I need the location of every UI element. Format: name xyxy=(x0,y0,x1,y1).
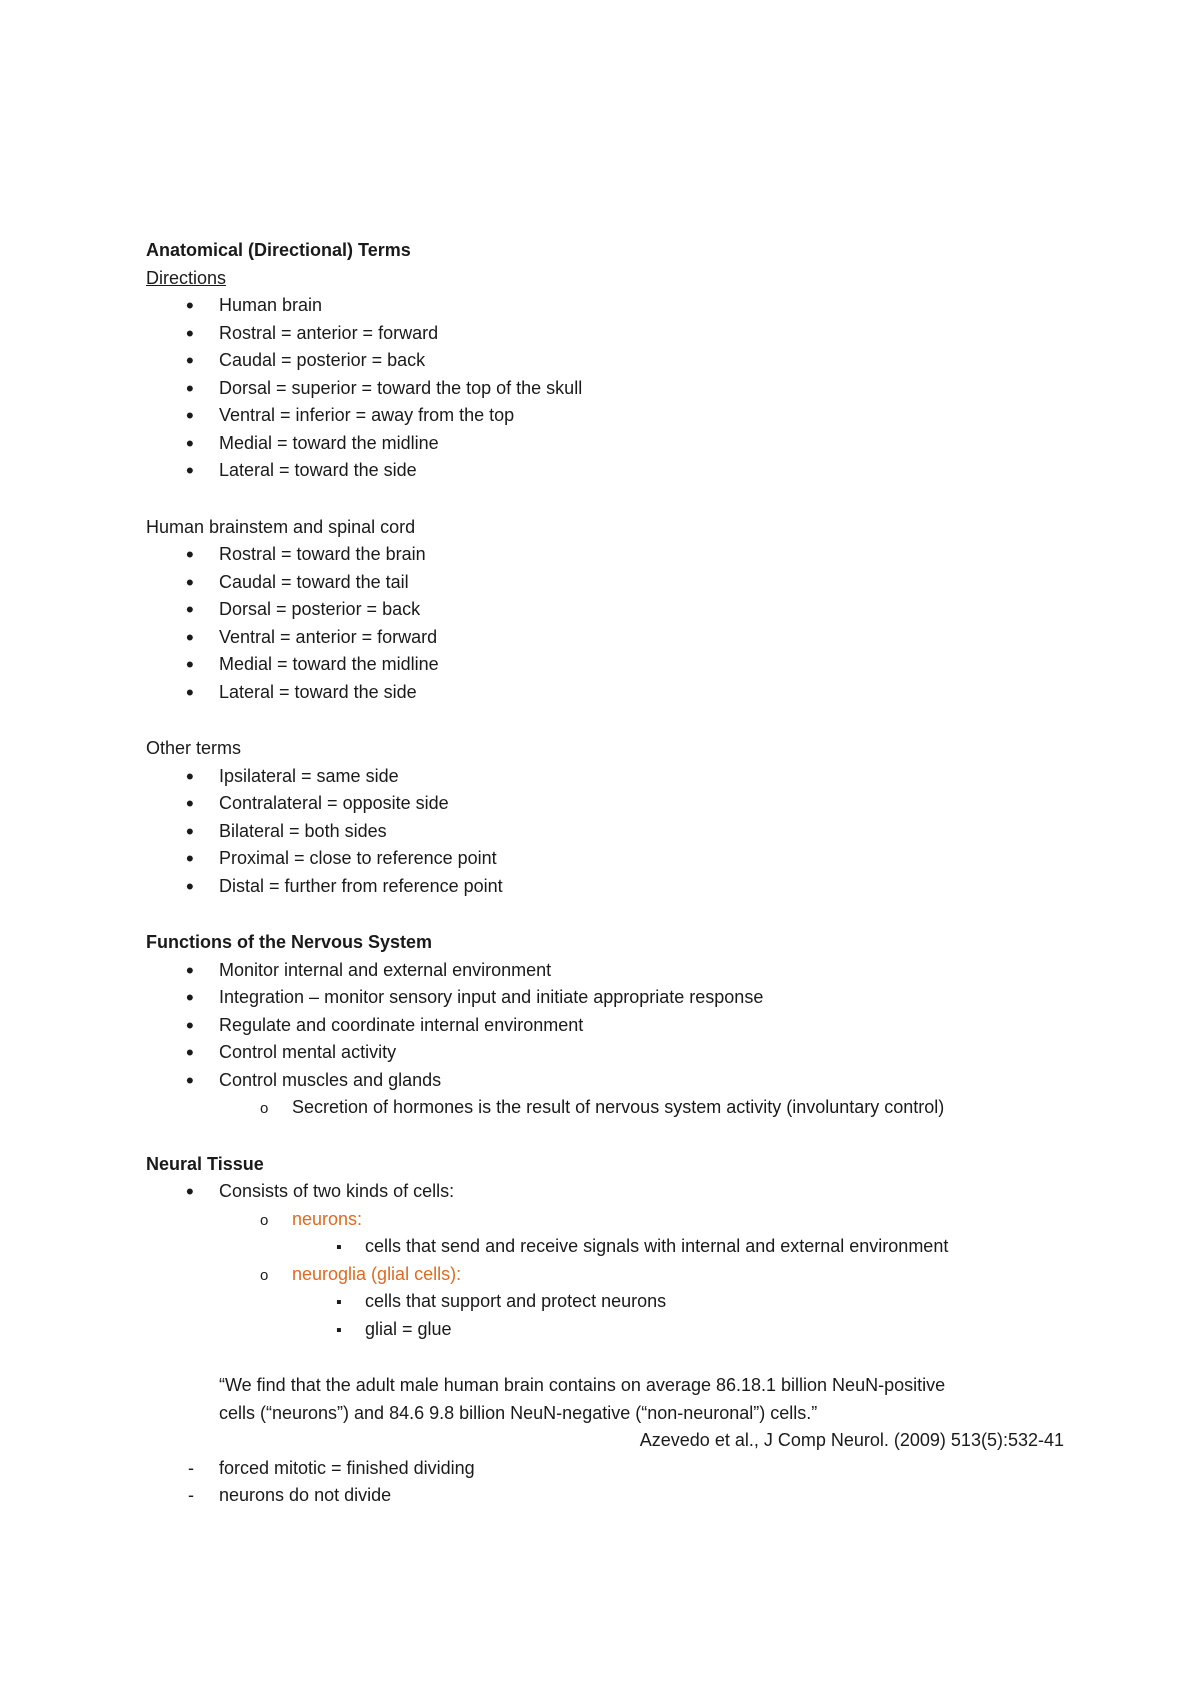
sub-sub-list-item xyxy=(146,1316,1076,1344)
list-item xyxy=(146,347,1076,375)
neuroglia-label: neuroglia (glial cells): xyxy=(292,1263,462,1284)
circle-bullet-icon xyxy=(260,1094,280,1123)
bullet-icon xyxy=(186,679,206,709)
list-item xyxy=(146,957,1076,985)
bullet-icon xyxy=(186,1178,206,1208)
other-terms-label: Other terms xyxy=(146,738,242,758)
list-item-text: Rostral = toward the brain xyxy=(219,544,426,564)
heading-neural-tissue: Neural Tissue xyxy=(146,1153,264,1174)
list-item xyxy=(146,984,1076,1012)
bullet-icon xyxy=(186,569,206,599)
bullet-icon xyxy=(186,1012,206,1042)
sub-list-item xyxy=(146,1206,1076,1234)
list-item-text: neurons do not divide xyxy=(219,1485,392,1505)
bullet-icon xyxy=(186,541,206,571)
list-item xyxy=(146,679,1076,707)
sub-sub-list-item xyxy=(146,1288,1076,1316)
list-item-text: cells that send and receive signals with internal and external environment xyxy=(365,1236,949,1256)
list-item xyxy=(146,873,1076,901)
list-item-text: Caudal = toward the tail xyxy=(219,571,409,592)
document-body xyxy=(146,237,1076,1510)
spacer xyxy=(146,1343,1076,1372)
sub-list-item xyxy=(146,1261,1076,1289)
brainstem-label: Human brainstem and spinal cord xyxy=(146,516,416,537)
list-item xyxy=(146,1039,1076,1067)
list-item-text: Lateral = toward the side xyxy=(219,460,417,480)
dash-bullet-icon xyxy=(188,1455,208,1483)
list-item xyxy=(146,430,1076,458)
list-item-text: Human brain xyxy=(219,295,323,315)
list-item xyxy=(146,818,1076,846)
list-item-text: cells that support and protect neurons xyxy=(365,1291,667,1311)
square-bullet-icon xyxy=(336,1316,356,1345)
list-item-text: Medial = toward the midline xyxy=(219,654,439,674)
list-item-text: Ipsilateral = same side xyxy=(219,765,399,786)
bullet-icon xyxy=(186,957,206,987)
list-item-text: Control muscles and glands xyxy=(219,1069,442,1090)
list-item-text: Rostral = anterior = forward xyxy=(219,322,439,343)
bullet-icon xyxy=(186,984,206,1014)
list-item-text: forced mitotic = finished dividing xyxy=(219,1457,475,1478)
bullet-icon xyxy=(186,1039,206,1069)
bullet-icon xyxy=(186,845,206,875)
list-item xyxy=(146,790,1076,818)
list-item-text: Regulate and coordinate internal environment xyxy=(219,1014,584,1035)
sub-sub-list-item xyxy=(146,1233,1076,1261)
bullet-icon xyxy=(186,430,206,460)
bullet-icon xyxy=(186,347,206,377)
list-item xyxy=(146,596,1076,624)
list-item-text: Contralateral = opposite side xyxy=(219,793,449,813)
list-item xyxy=(146,1012,1076,1040)
spacer xyxy=(146,900,1076,929)
bullet-icon xyxy=(186,1067,206,1097)
list-item-text: Caudal = posterior = back xyxy=(219,350,426,370)
sub-list-item xyxy=(146,1094,1076,1122)
directions-label xyxy=(146,265,1076,293)
list-item xyxy=(146,1067,1076,1095)
bullet-icon xyxy=(186,402,206,432)
list-item-text: Dorsal = superior = toward the top of the skull xyxy=(219,377,583,398)
list-item xyxy=(146,651,1076,679)
dash-bullet-icon xyxy=(188,1482,208,1510)
bullet-icon xyxy=(186,624,206,654)
list-item-text: Secretion of hormones is the result of nervous system activity (involuntary control) xyxy=(292,1097,945,1117)
directions-label-text: Directions xyxy=(146,267,227,288)
list-item-text: Ventral = anterior = forward xyxy=(219,626,438,647)
list-item-text: Dorsal = posterior = back xyxy=(219,599,421,619)
spacer xyxy=(146,1122,1076,1151)
bullet-icon xyxy=(186,790,206,820)
neurons-label: neurons: xyxy=(292,1208,363,1229)
dash-item xyxy=(146,1455,1076,1483)
list-item xyxy=(146,292,1076,320)
list-item-text: Integration – monitor sensory input and initiate appropriate response xyxy=(219,987,764,1007)
list-item-text: Monitor internal and external environment xyxy=(219,959,552,980)
list-item xyxy=(146,375,1076,403)
dash-item xyxy=(146,1482,1076,1510)
list-item-text: Distal = further from reference point xyxy=(219,875,503,896)
list-item-text: Bilateral = both sides xyxy=(219,820,387,841)
spacer xyxy=(146,485,1076,514)
bullet-icon xyxy=(186,873,206,903)
bullet-icon xyxy=(186,596,206,626)
bullet-icon xyxy=(186,763,206,793)
heading-anatomical-terms: Anatomical (Directional) Terms xyxy=(146,240,411,260)
list-item xyxy=(146,569,1076,597)
bullet-icon xyxy=(186,457,206,487)
list-item xyxy=(146,845,1076,873)
list-item xyxy=(146,457,1076,485)
list-item xyxy=(146,763,1076,791)
square-bullet-icon xyxy=(336,1233,356,1262)
quote-line: “We find that the adult male human brain contains on average 86.18.1 billion NeuN-positive xyxy=(219,1375,946,1395)
list-item xyxy=(146,320,1076,348)
bullet-icon xyxy=(186,818,206,848)
circle-bullet-icon xyxy=(260,1261,280,1290)
bullet-icon xyxy=(186,320,206,350)
spacer xyxy=(146,706,1076,735)
list-item-text: Lateral = toward the side xyxy=(219,681,417,702)
list-item-text: Medial = toward the midline xyxy=(219,432,439,453)
list-item xyxy=(146,1178,1076,1206)
list-item xyxy=(146,624,1076,652)
list-item-text: Consists of two kinds of cells: xyxy=(219,1181,455,1201)
citation: Azevedo et al., J Comp Neurol. (2009) 513(5):532-41 xyxy=(639,1430,1064,1450)
heading-functions: Functions of the Nervous System xyxy=(146,932,433,952)
bullet-icon xyxy=(186,375,206,405)
list-item-text: Proximal = close to reference point xyxy=(219,848,497,868)
list-item xyxy=(146,402,1076,430)
list-item xyxy=(146,541,1076,569)
bullet-icon xyxy=(186,651,206,681)
list-item-text: glial = glue xyxy=(365,1318,452,1339)
list-item-text: Ventral = inferior = away from the top xyxy=(219,405,515,425)
circle-bullet-icon xyxy=(260,1206,280,1235)
bullet-icon xyxy=(186,292,206,322)
list-item-text: Control mental activity xyxy=(219,1042,397,1062)
quote-line: cells (“neurons”) and 84.6 9.8 billion NeuN-negative (“non-neuronal”) cells.” xyxy=(219,1402,818,1423)
square-bullet-icon xyxy=(336,1288,356,1317)
